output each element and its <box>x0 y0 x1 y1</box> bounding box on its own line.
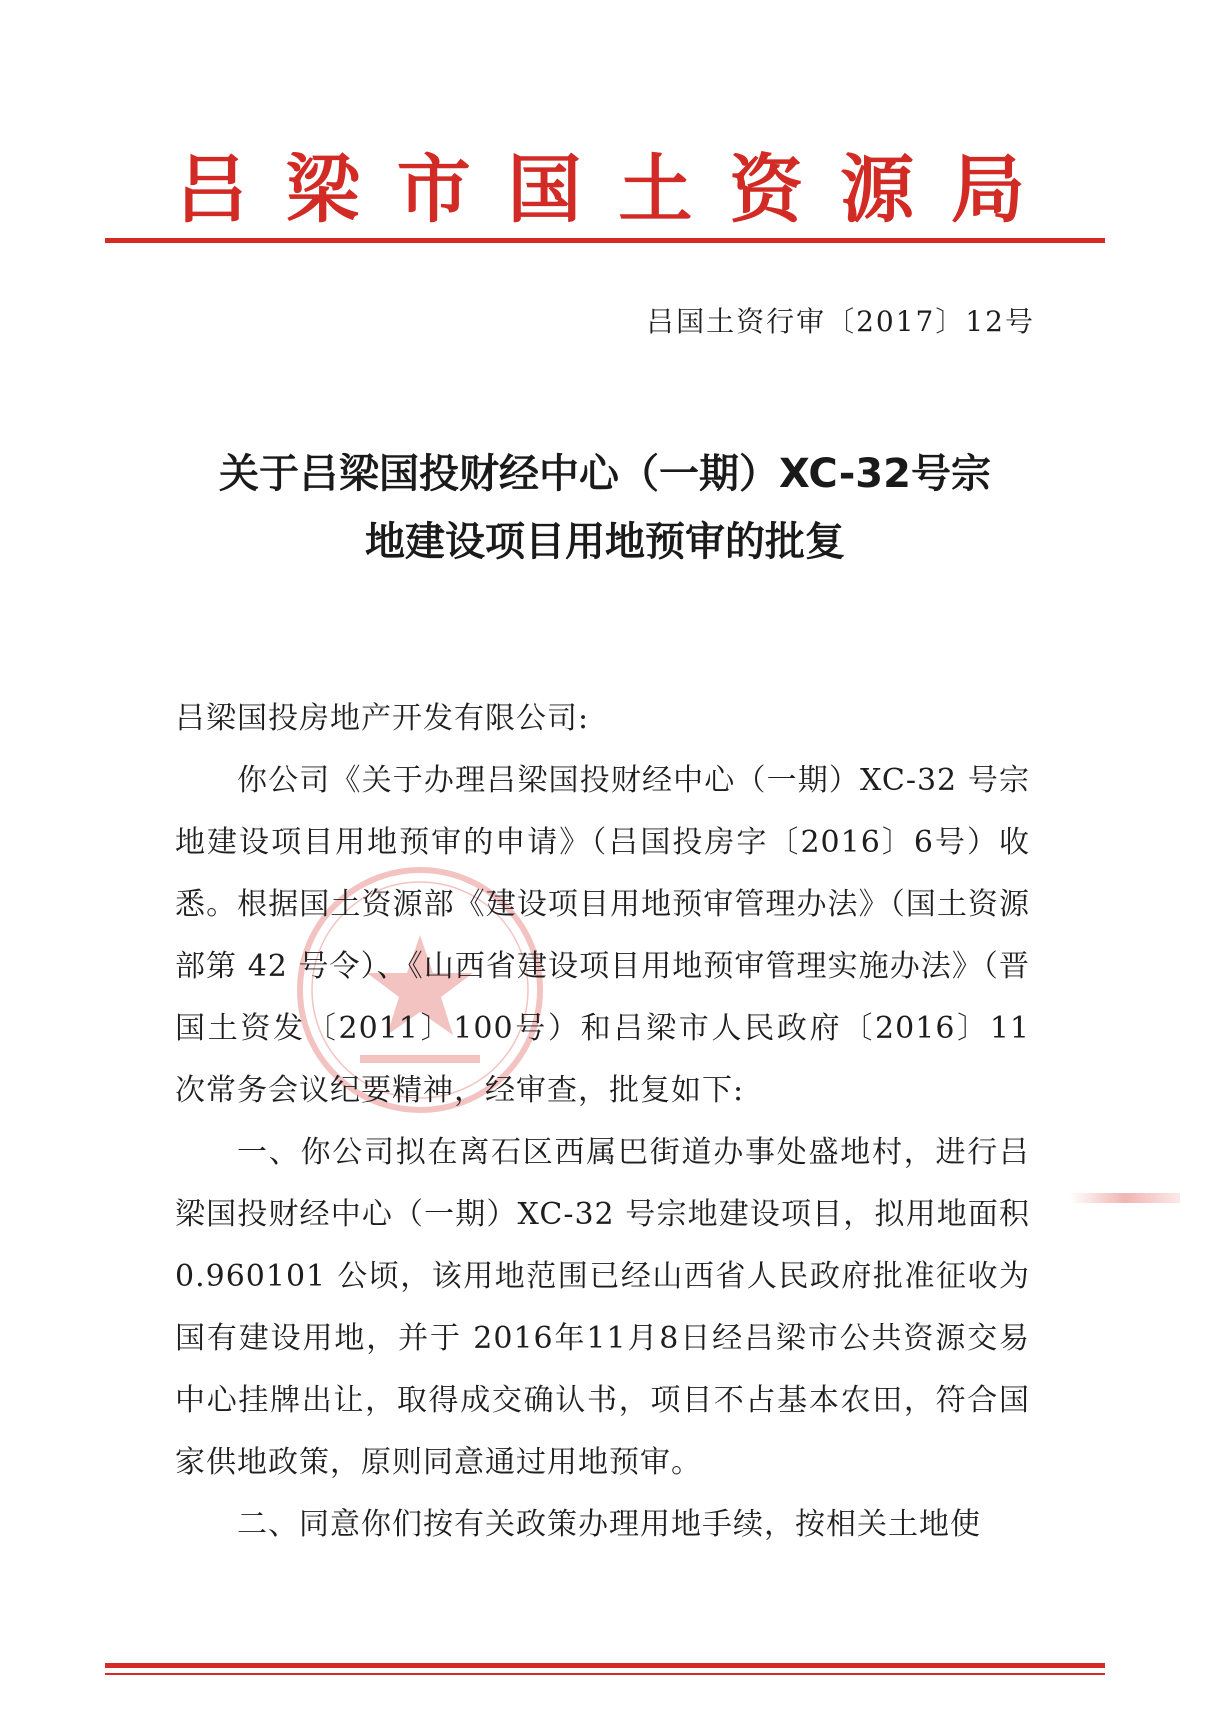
org-char: 土 <box>618 147 693 233</box>
org-char: 源 <box>840 147 915 233</box>
document-body <box>175 688 1030 1556</box>
body-paragraph: 一、你公司拟在离石区西属巴街道办事处盛地村，进行吕梁国投财经中心（一期）XC-32 号宗地建设项目，拟用地面积 0.960101 公顷，该用地范围已经山西省人民政府批准征收为国有建设用地，并于 2016年11月8日经吕梁市公共资源交易中心挂牌出让，取得成交确认书，项目不占基本农田，符合国家供地政策，原则同意通过用地预审。 <box>175 1135 1030 1480</box>
title-line-1: 关于吕梁国投财经中心（一期）XC-32号宗 <box>219 451 991 497</box>
header-rule <box>105 238 1105 243</box>
org-char: 局 <box>950 147 1025 233</box>
body-paragraph: 你公司《关于办理吕梁国投财经中心（一期）XC-32 号宗地建设项目用地预审的申请》（吕国投房字〔2016〕6号）收悉。根据国土资源部《建设项目用地预审管理办法》（国土资源部第 42 号令）、《山西省建设项目用地预审管理实施办法》（晋国土资发〔2011〕100号）和吕梁市人民政府〔2016〕11 次常务会议纪要精神，经审查，批复如下: <box>175 763 1030 1108</box>
org-char: 梁 <box>285 147 360 233</box>
body-paragraph: 二、同意你们按有关政策办理用地手续，按相关土地使 <box>237 1507 981 1542</box>
footer-rule <box>105 1663 1105 1668</box>
org-char: 国 <box>507 147 582 233</box>
red-mark <box>1070 1193 1180 1203</box>
document-title <box>170 440 1040 576</box>
title-line-2: 地建设项目用地预审的批复 <box>365 519 845 565</box>
org-char: 吕 <box>175 147 249 233</box>
org-header <box>175 145 1025 235</box>
addressee: 吕梁国投房地产开发有限公司: <box>175 701 590 736</box>
org-char: 资 <box>729 147 804 233</box>
footer-rule-thin <box>105 1673 1105 1675</box>
org-char: 市 <box>396 147 471 233</box>
document-number: 吕国土资行审〔2017〕12号 <box>646 305 1035 338</box>
